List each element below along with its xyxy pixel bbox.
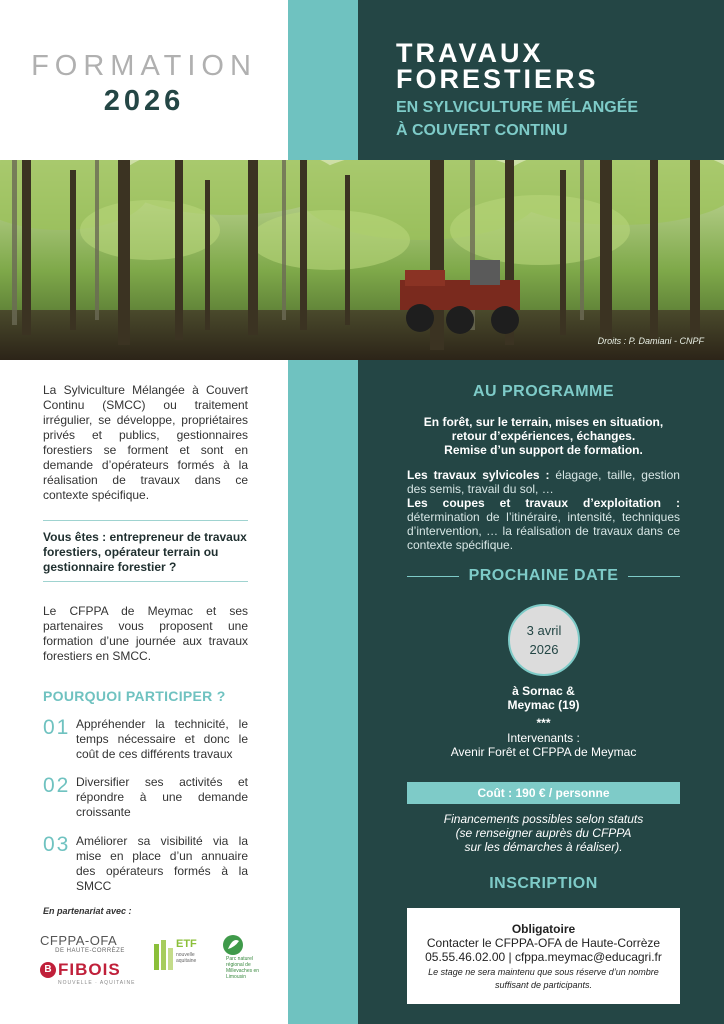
funding-line: (se renseigner auprès du CFPPA: [455, 826, 632, 840]
cfppa-logo-name: CFPPA-OFA: [40, 933, 118, 948]
inscription-contact: Contacter le CFPPA-OFA de Haute-Corrèze: [426, 936, 661, 950]
reason-number: 03: [43, 833, 71, 856]
funding-note: [407, 812, 680, 854]
subtitle-line: À COUVERT CONTINU: [396, 122, 568, 139]
forest-photo: [0, 160, 724, 360]
park-logo: [222, 934, 262, 988]
program-coupes-text: détermination de l’itinéraire, intensité, techniques d’intervention, … la réalisation de travaux dans ce contexte spécifique.: [407, 510, 680, 552]
date-year: 2026: [529, 642, 559, 657]
inscription-box: [407, 908, 680, 1004]
forest-scene-image: [0, 160, 724, 360]
program-coupes: [407, 496, 680, 552]
reason-item: [43, 834, 248, 894]
speakers-label: Intervenants :: [507, 731, 580, 745]
etf-logo-name: ETF: [176, 938, 197, 950]
program-lead: [407, 415, 680, 457]
fibois-logo-mark: B: [40, 962, 56, 978]
etf-tree-icon: [152, 938, 176, 978]
audience-question: Vous êtes : entrepreneur de travaux forestiers, opérateur terrain ou gestionnaire forestier ?: [43, 530, 247, 574]
program-sylvicoles-label: Les travaux sylvicoles :: [407, 468, 550, 482]
inscription-required: Obligatoire: [511, 922, 576, 936]
speakers: [407, 731, 680, 759]
offer-text: Le CFPPA de Meymac et ses partenaires vous proposent une formation d’une journée aux travaux forestiers en SMCC.: [43, 604, 248, 663]
inscription-phone-email[interactable]: 05.55.46.02.00 | cfppa.meymac@educagri.fr: [425, 950, 662, 964]
cost-banner: Coût : 190 € / personne: [407, 782, 680, 804]
divider: [43, 520, 248, 521]
reason-item: [43, 775, 248, 820]
page-subtitle: [396, 96, 716, 142]
program-sylvicoles: [407, 468, 680, 496]
fibois-logo: [40, 962, 121, 978]
inscription-note: Le stage ne sera maintenu que sous réserve d’un nombre suffisant de participants.: [428, 967, 659, 990]
cfppa-logo: [40, 933, 140, 954]
program-sylvicoles-text: élagage, taille, gestion des semis, travail du sol, …: [407, 468, 680, 496]
reason-number: 02: [43, 774, 71, 797]
header-teal-band: [288, 0, 358, 160]
reason-text: Diversifier ses activités et répondre à une demande croissante: [76, 775, 248, 819]
program-title: AU PROGRAMME: [472, 383, 615, 400]
etf-logo: [152, 938, 214, 988]
reason-text: Améliorer sa visibilité via la mise en place d’un annuaire des opérateurs formés à la SMCC: [76, 834, 248, 893]
page-title: [396, 40, 716, 92]
partners-label: En partenariat avec :: [43, 906, 132, 916]
date-location: [407, 684, 680, 712]
fibois-logo-name: FIBOIS: [58, 960, 121, 979]
reason-number: 01: [43, 716, 71, 739]
location-line: à Sornac &: [512, 684, 575, 698]
cfppa-logo-sub: DE HAUTE-CORRÈZE: [55, 948, 125, 954]
park-leaf-icon: [222, 934, 244, 956]
title-line: FORESTIERS: [396, 64, 599, 94]
reason-item: [43, 717, 248, 762]
inscription-title: INSCRIPTION: [489, 875, 598, 892]
reason-text: Appréhender la technicité, le temps nécessaire et donc le coût de ces différents travaux: [76, 717, 248, 761]
program-coupes-label: Les coupes et travaux d’exploitation :: [407, 496, 680, 510]
title-line: TRAVAUX: [396, 38, 544, 68]
funding-line: sur les démarches à réaliser).: [464, 840, 623, 854]
park-logo-name: Parc naturel régional de Millevaches en Limousin: [226, 956, 260, 980]
speakers-names: Avenir Forêt et CFPPA de Meymac: [450, 745, 637, 759]
formation-label: FORMATION: [31, 50, 257, 82]
separator-stars: ***: [536, 716, 551, 730]
subtitle-line: EN SYLVICULTURE MÉLANGÉE: [396, 99, 639, 116]
body-teal-band: [288, 360, 358, 1024]
date-badge: [508, 604, 580, 676]
etf-logo-sub: nouvelle aquitaine: [176, 952, 197, 964]
divider: [43, 581, 248, 582]
program-lead-line: En forêt, sur le terrain, mises en situation,: [423, 415, 664, 429]
next-date-title: PROCHAINE DATE: [407, 567, 680, 585]
program-lead-line: Remise d’un support de formation.: [444, 443, 643, 457]
fibois-logo-sub: NOUVELLE · AQUITAINE: [58, 980, 136, 986]
why-participate-title: POURQUOI PARTICIPER ?: [43, 688, 226, 704]
formation-year: 2026: [103, 85, 185, 117]
intro-text: La Sylviculture Mélangée à Couvert Continu (SMCC) ou traitement irrégulier, se développe, propriétaires privés et publics, gestionnaires forestiers se forment et sont en demande d’opérateurs formés à la réalisation de travaux dans ce contexte spécifique.: [43, 383, 248, 502]
date-day: 3 avril: [526, 623, 562, 638]
program-lead-line: retour d’expériences, échanges.: [451, 429, 636, 443]
photo-credit: Droits : P. Damiani - CNPF: [597, 336, 704, 346]
funding-line: Financements possibles selon statuts: [443, 812, 644, 826]
location-line: Meymac (19): [507, 698, 580, 712]
